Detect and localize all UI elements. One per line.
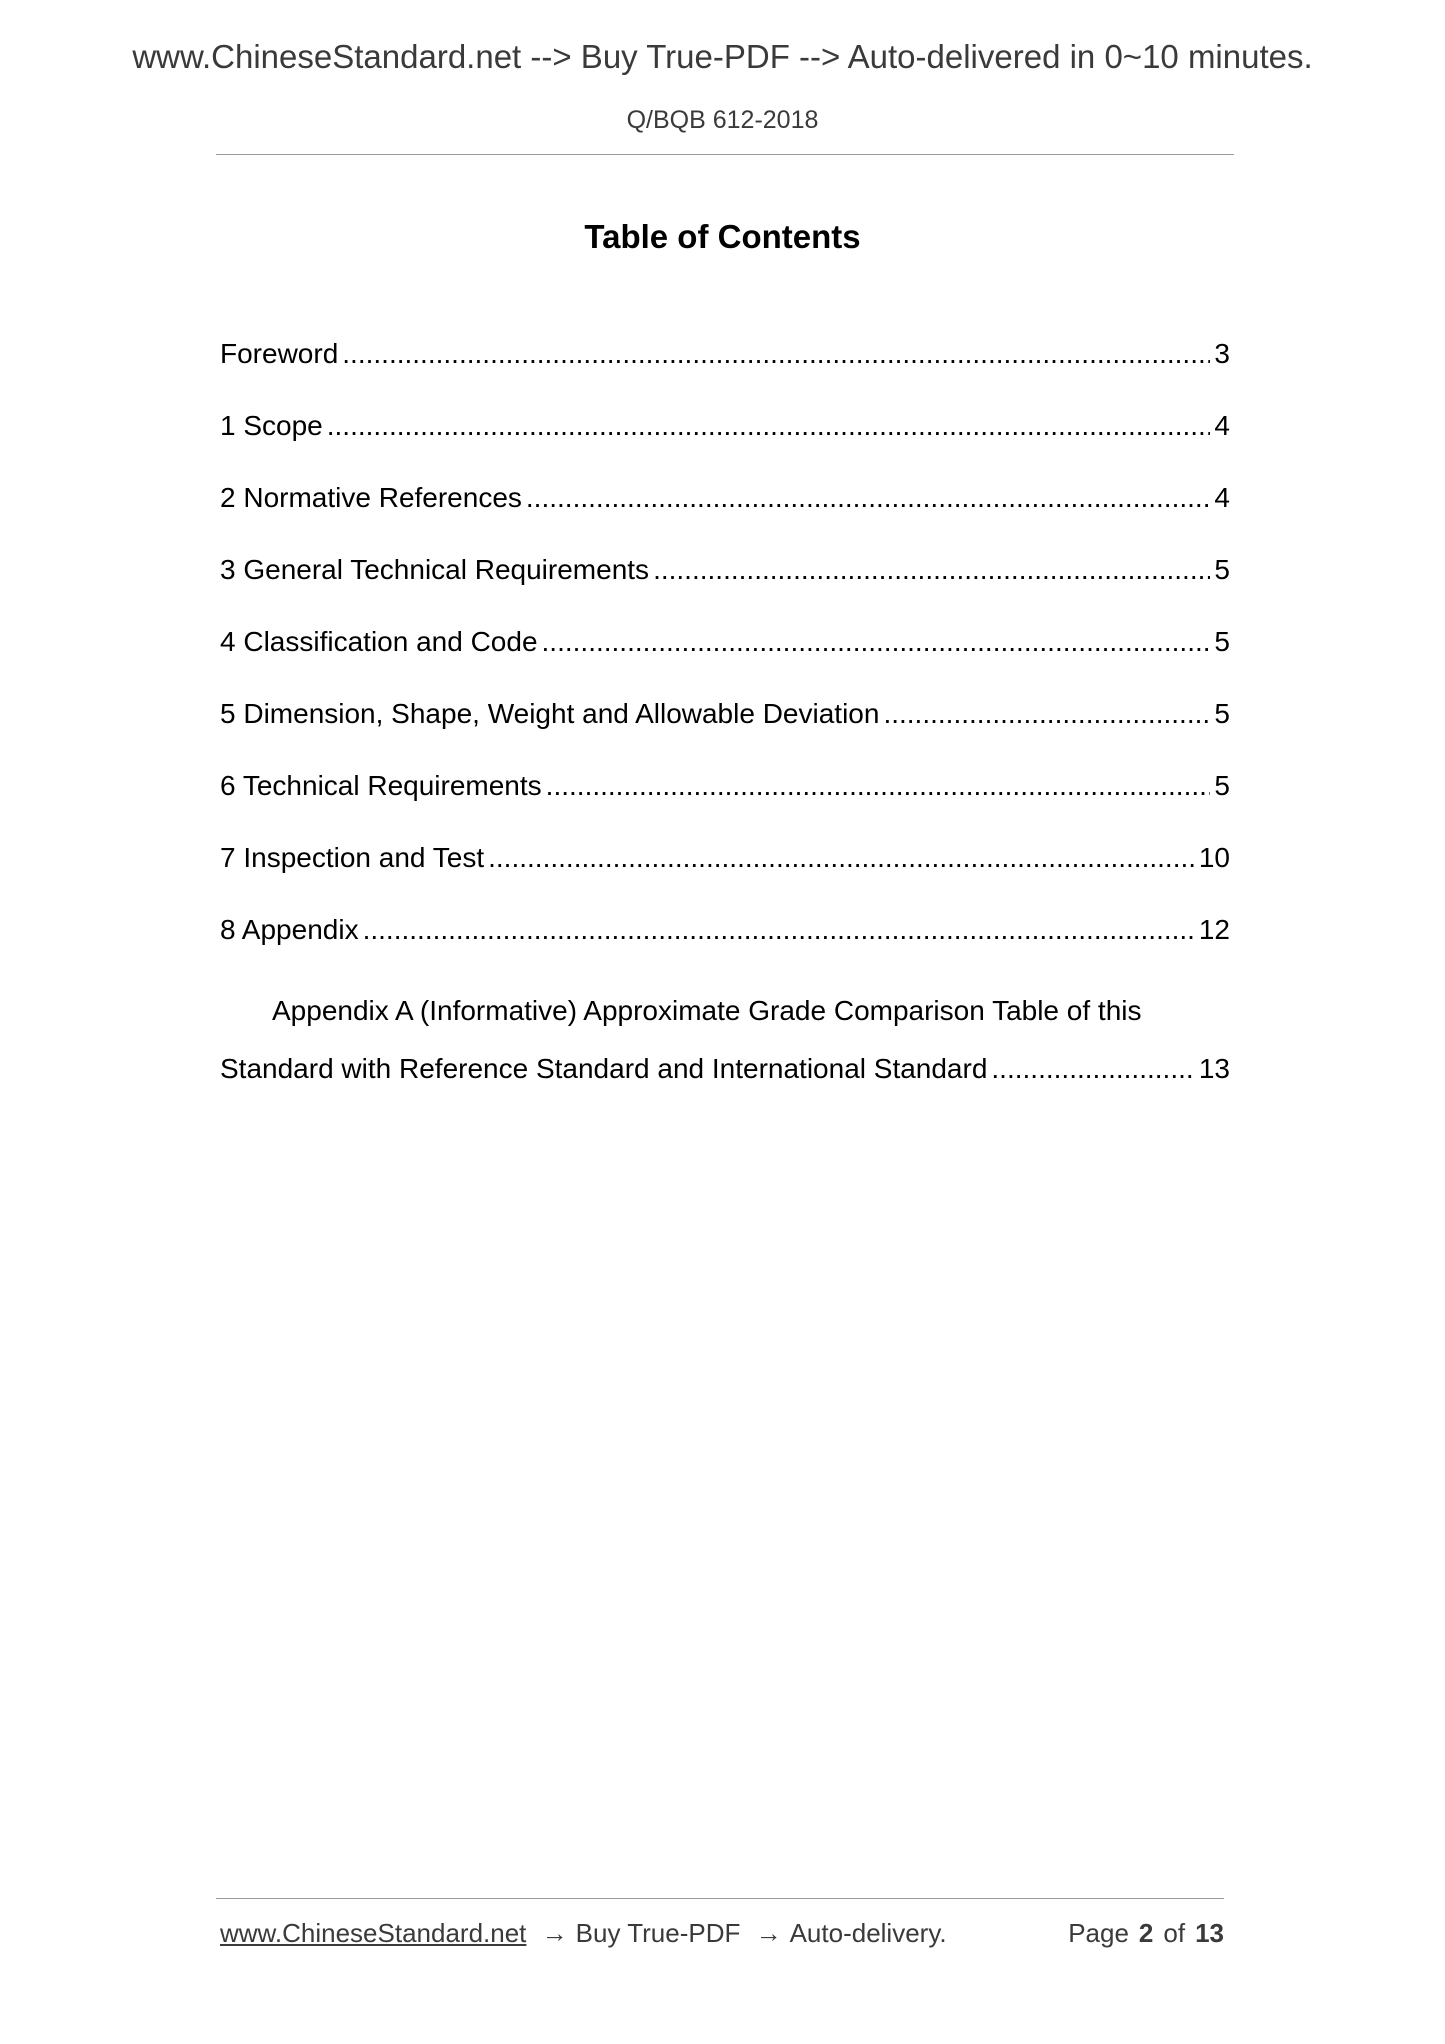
toc-item-page: 5 bbox=[1214, 698, 1230, 729]
toc-item-normative-references[interactable] bbox=[220, 478, 1230, 550]
page-total: 13 bbox=[1195, 1918, 1224, 1948]
toc-item-label: 2 Normative References bbox=[220, 482, 522, 513]
page-of-label: of bbox=[1163, 1918, 1186, 1948]
toc-item-page: 12 bbox=[1198, 914, 1230, 945]
toc-item-label: 4 Classification and Code bbox=[220, 626, 538, 657]
page-current: 2 bbox=[1138, 1918, 1154, 1948]
top-banner: www.ChineseStandard.net --> Buy True-PDF --> Auto-delivered in 0~10 minutes. bbox=[132, 38, 1313, 75]
toc-leader-dots bbox=[542, 622, 1211, 662]
toc-item-label-line1: Appendix A (Informative) Approximate Grade Comparison Table of this bbox=[272, 995, 1142, 1026]
toc-leader-dots bbox=[546, 766, 1211, 806]
toc-list bbox=[220, 334, 1230, 1098]
header-divider bbox=[216, 154, 1234, 155]
toc-item-label: 6 Technical Requirements bbox=[220, 770, 542, 801]
toc-leader-dots bbox=[363, 910, 1195, 950]
toc-item-scope[interactable] bbox=[220, 406, 1230, 478]
footer bbox=[220, 1918, 1224, 1949]
footer-buy-text: Buy True-PDF bbox=[575, 1918, 741, 1948]
toc-item-page: 4 bbox=[1214, 410, 1230, 441]
toc-item-appendix[interactable] bbox=[220, 910, 1230, 982]
toc-leader-dots bbox=[653, 550, 1210, 590]
toc-item-label: 1 Scope bbox=[220, 410, 323, 441]
toc-item-label-line2: Standard with Reference Standard and International Standard bbox=[220, 1053, 988, 1084]
toc-item-appendix-a[interactable] bbox=[220, 982, 1230, 1098]
footer-delivery-text: Auto-delivery. bbox=[789, 1918, 947, 1948]
toc-title: Table of Contents bbox=[584, 218, 861, 255]
arrow-right-icon: → bbox=[541, 1918, 568, 1948]
footer-promo bbox=[220, 1918, 947, 1949]
toc-item-page: 5 bbox=[1214, 554, 1230, 585]
page-label: Page bbox=[1068, 1918, 1129, 1948]
footer-divider bbox=[216, 1898, 1224, 1899]
toc-item-technical-requirements[interactable] bbox=[220, 766, 1230, 838]
footer-site-link[interactable]: www.ChineseStandard.net bbox=[220, 1918, 527, 1948]
toc-item-page: 4 bbox=[1214, 482, 1230, 513]
toc-leader-dots bbox=[488, 838, 1195, 878]
toc-item-label: 3 General Technical Requirements bbox=[220, 554, 650, 585]
document-code: Q/BQB 612-2018 bbox=[626, 106, 819, 134]
toc-item-label: 7 Inspection and Test bbox=[220, 842, 485, 873]
toc-leader-dots bbox=[526, 478, 1211, 518]
toc-item-inspection-and-test[interactable] bbox=[220, 838, 1230, 910]
toc-item-page: 3 bbox=[1214, 338, 1230, 369]
toc-leader-dots bbox=[991, 1040, 1194, 1098]
toc-item-page: 5 bbox=[1214, 626, 1230, 657]
toc-item-page: 13 bbox=[1198, 1053, 1230, 1084]
toc-item-label: 5 Dimension, Shape, Weight and Allowable Deviation bbox=[220, 698, 880, 729]
toc-item-classification-and-code[interactable] bbox=[220, 622, 1230, 694]
toc-item-page: 5 bbox=[1214, 770, 1230, 801]
arrow-right-icon: → bbox=[755, 1918, 782, 1948]
toc-leader-dots bbox=[327, 406, 1211, 446]
toc-item-dimension-shape-weight[interactable] bbox=[220, 694, 1230, 766]
toc-item-label: 8 Appendix bbox=[220, 914, 359, 945]
toc-leader-dots bbox=[342, 334, 1210, 374]
toc-item-label: Foreword bbox=[220, 338, 339, 369]
toc-leader-dots bbox=[883, 694, 1210, 734]
toc-item-foreword[interactable] bbox=[220, 334, 1230, 406]
page-indicator bbox=[1068, 1918, 1224, 1949]
toc-item-page: 10 bbox=[1198, 842, 1230, 873]
toc-item-general-technical-requirements[interactable] bbox=[220, 550, 1230, 622]
